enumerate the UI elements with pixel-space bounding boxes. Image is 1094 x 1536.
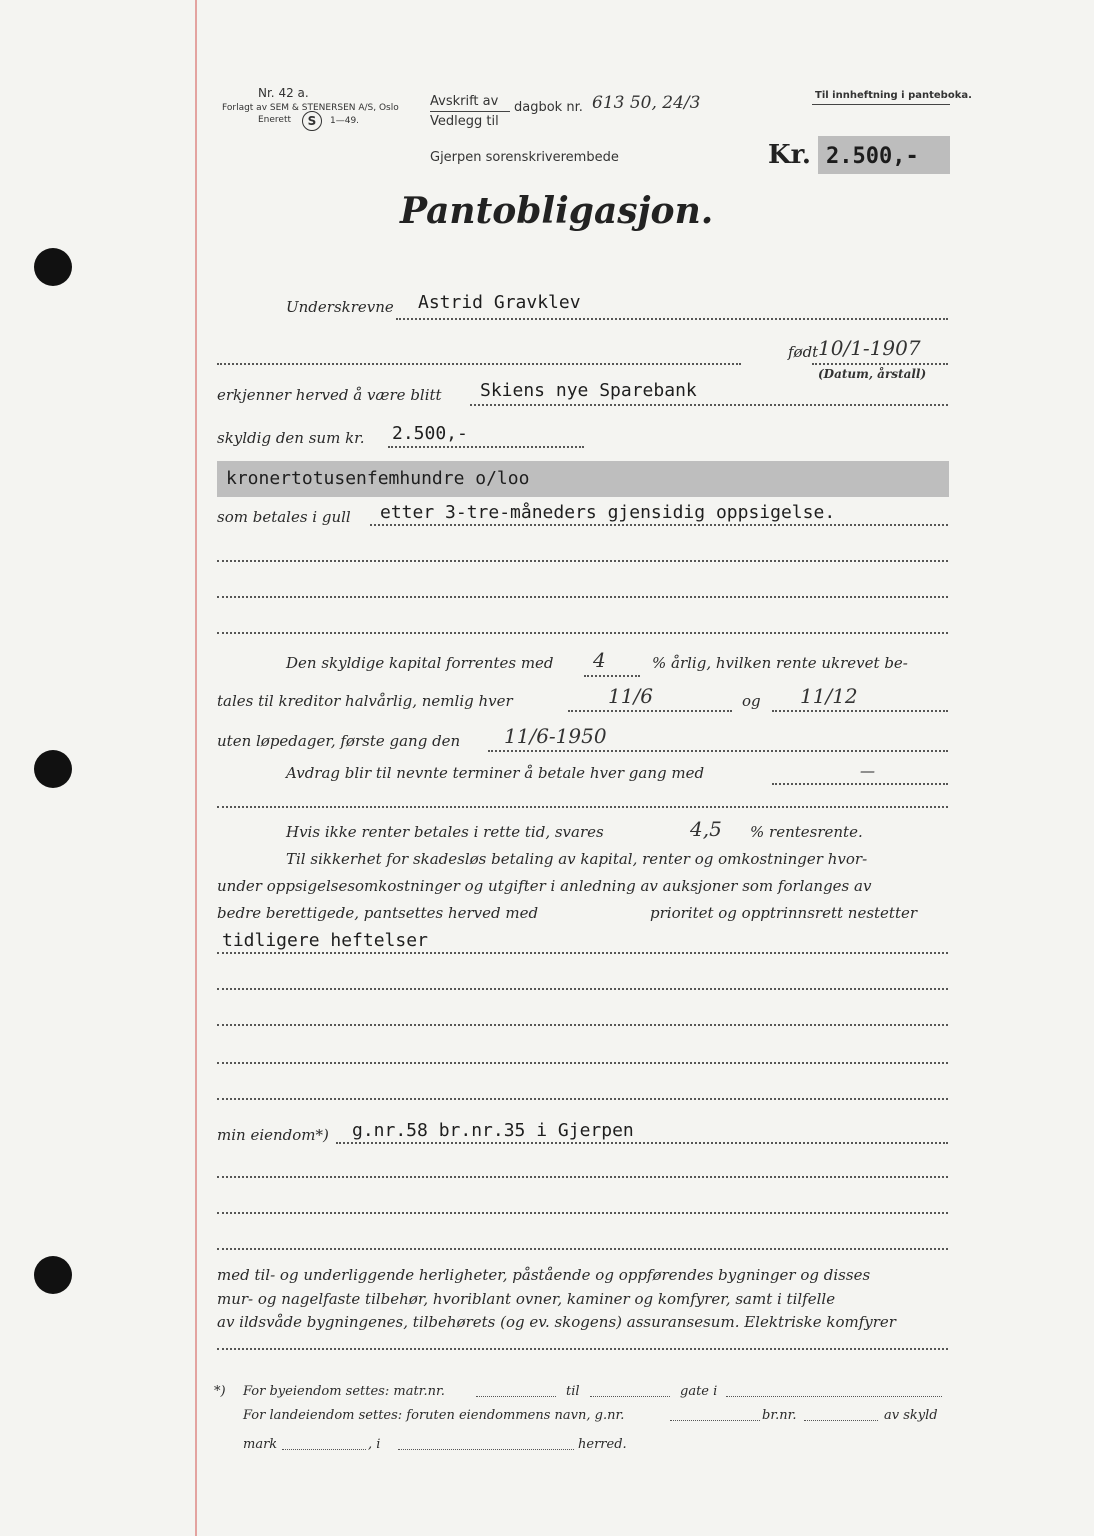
installment-text: Avdrag blir til nevnte terminer å betale hver gang med [286, 764, 705, 782]
priority-value: tidligere heftelser [222, 930, 428, 951]
document-title: Pantobligasjon. [400, 190, 714, 232]
late-text-1: Hvis ikke renter betales i rette tid, svares [286, 823, 604, 841]
vedlegg-label: Vedlegg til [430, 114, 499, 129]
dagbok-number: 613 50, 24/3 [592, 93, 701, 113]
payable-label: som betales i gull [217, 508, 351, 526]
born-label: født [788, 343, 819, 361]
footnote-line2-c: av skyld [884, 1408, 938, 1423]
security-line-1: Til sikkerhet for skadesløs betaling av kapital, renter og omkostninger hvor- [286, 850, 868, 868]
edition-text: 1—49. [330, 116, 360, 126]
first-time-label: uten løpedager, første gang den [217, 732, 461, 750]
born-hint: (Datum, årstall) [818, 367, 927, 381]
dagbok-label: dagbok nr. [514, 100, 583, 115]
publisher-line: Forlagt av SEM & STENERSEN A/S, Oslo [222, 103, 399, 113]
late-text-2: % rentesrente. [750, 823, 863, 841]
footnote-line1-a: For byeiendom settes: matr.nr. [243, 1384, 445, 1399]
payment-date-1: 11/6 [608, 684, 653, 708]
sum-words: kronertotusenfemhundre o/loo [226, 468, 530, 489]
first-date: 11/6-1950 [504, 724, 607, 748]
enerett-text: Enerett [258, 115, 292, 125]
closing-line-3: av ildsvåde bygningenes, tilbehørets (og ev. skogens) assuransesum. Elektriske komfyrer [217, 1313, 896, 1331]
property-value: g.nr.58 br.nr.35 i Gjerpen [352, 1120, 634, 1141]
footnote-line3-a: mark [243, 1437, 278, 1452]
property-label: min eiendom*) [217, 1126, 329, 1144]
security-line-3b: prioritet og opptrinnsrett nestetter [650, 904, 918, 922]
acknowledges-label: erkjenner herved å være blitt [217, 386, 442, 404]
footnote-line1-b: til [566, 1384, 580, 1399]
margin-line [195, 0, 197, 1536]
footnote-line1-c: gate i [680, 1384, 718, 1399]
interest-text-1: Den skyldige kapital forrentes med [286, 654, 554, 672]
punch-hole-bottom [34, 1256, 72, 1294]
security-line-2: under oppsigelsesomkostninger og utgifter i anledning av auksjoner som forlanges av [217, 877, 872, 895]
interest-text-2: % årlig, hvilken rente ukrevet be- [652, 654, 908, 672]
footnote-line2-a: For landeiendom settes: foruten eiendommens navn, g.nr. [243, 1408, 625, 1423]
top-right-note: Til innheftning i panteboka. [815, 90, 972, 101]
office-name: Gjerpen sorenskriverembede [430, 150, 619, 165]
installment-value: — [860, 762, 875, 780]
born-date: 10/1-1907 [818, 336, 921, 360]
undersigned-label: Underskrevne [286, 298, 394, 316]
footnote-mark: *) [214, 1384, 226, 1399]
creditor-value: Skiens nye Sparebank [480, 380, 697, 401]
punch-hole-middle [34, 750, 72, 788]
creditor-text: tales til kreditor halvårlig, nemlig hver [217, 692, 513, 710]
publisher-logo-icon: S [302, 111, 322, 131]
kr-label: Kr. [768, 140, 811, 170]
closing-line-2: mur- og nagelfaste tilbehør, hvoriblant ovner, kaminer og komfyrer, samt i tilfelle [217, 1290, 836, 1308]
footnote-line2-b: br.nr. [762, 1408, 797, 1423]
avskrift-label: Avskrift av [430, 94, 499, 109]
late-rate: 4,5 [690, 817, 722, 841]
closing-line-1: med til- og underliggende herligheter, påstående og oppførendes bygninger og disses [217, 1266, 871, 1284]
footnote-line3-c: herred. [578, 1437, 627, 1452]
payable-value: etter 3-tre-måneders gjensidig oppsigelse. [380, 502, 836, 523]
payment-date-2: 11/12 [800, 684, 858, 708]
undersigned-value: Astrid Gravklev [418, 292, 581, 313]
owes-label: skyldig den sum kr. [217, 429, 365, 447]
interest-rate: 4 [593, 648, 606, 672]
and-label: og [742, 692, 761, 710]
security-line-3a: bedre berettigede, pantsettes herved med [217, 904, 539, 922]
footnote-line3-b: , i [368, 1437, 381, 1452]
amount-value: 2.500,- [826, 144, 919, 169]
punch-hole-top [34, 248, 72, 286]
form-number: Nr. 42 a. [258, 86, 309, 100]
sum-value: 2.500,- [392, 423, 468, 444]
